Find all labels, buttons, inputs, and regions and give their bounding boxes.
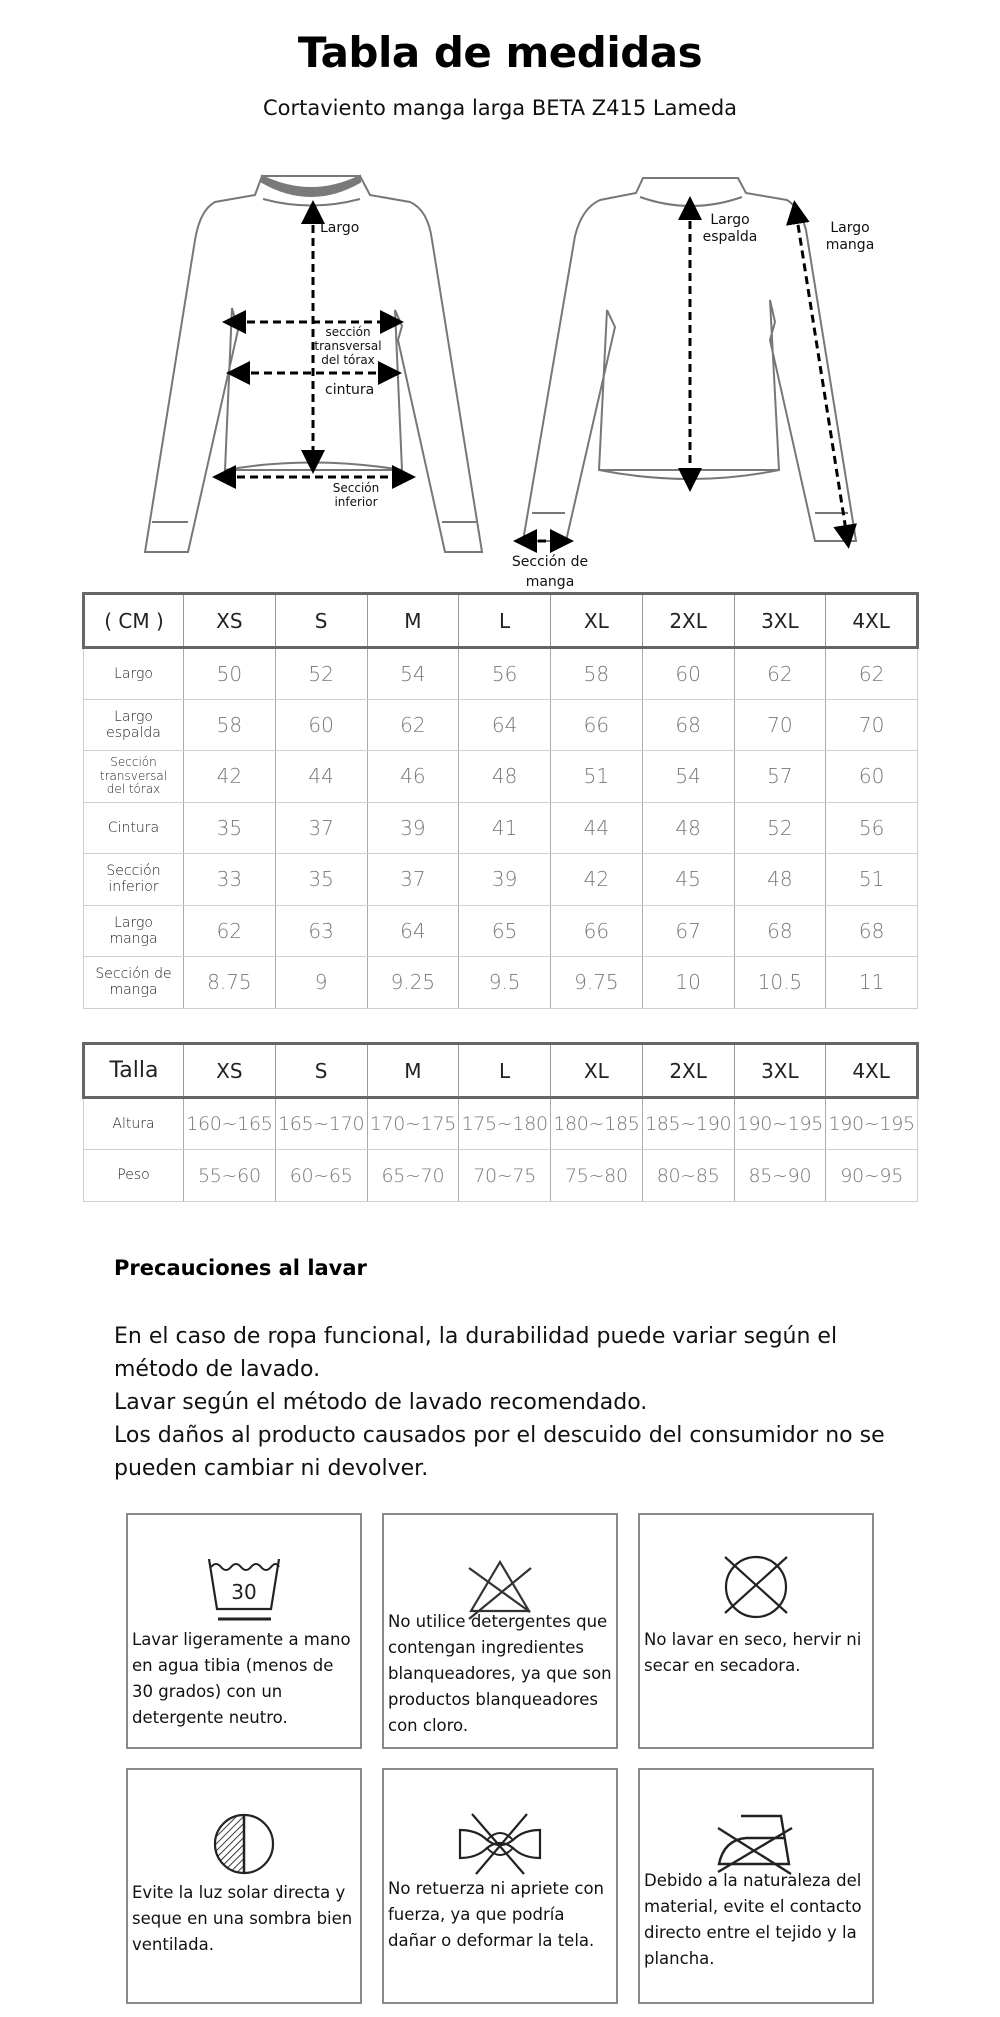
label-line: inferior xyxy=(334,494,378,509)
label-largo: Largo xyxy=(320,220,360,236)
size-header: L xyxy=(459,1044,551,1098)
cell-value: 57 xyxy=(734,751,826,803)
size-guide-table xyxy=(82,1042,919,1202)
row-label: Sección inferior xyxy=(84,854,184,906)
size-header: 3XL xyxy=(734,594,826,648)
row-label: Sección transversal del tórax xyxy=(84,751,184,803)
cell-value: 44 xyxy=(551,802,643,854)
row-label: Altura xyxy=(84,1098,184,1150)
care-card-text: Lavar ligeramente a mano en agua tibia (menos de 30 grados) con un detergente neutro. xyxy=(132,1630,351,1727)
cell-value: 51 xyxy=(826,854,918,906)
cell-value: 62 xyxy=(184,905,276,957)
table-header-row xyxy=(84,594,918,648)
label-line: transversal xyxy=(314,338,382,353)
cell-value: 39 xyxy=(367,802,459,854)
row-label: Largo manga xyxy=(84,905,184,957)
row-label: Largo espalda xyxy=(84,699,184,751)
care-card-text: Evite la luz solar directa y seque en una sombra bien ventilada. xyxy=(132,1883,353,1954)
table-row xyxy=(84,751,918,803)
cell-value: 9.25 xyxy=(367,957,459,1009)
size-header: 4XL xyxy=(826,1044,918,1098)
cell-value: 42 xyxy=(184,751,276,803)
cell-value: 190~195 xyxy=(734,1098,826,1150)
size-header: M xyxy=(367,1044,459,1098)
cell-value: 48 xyxy=(642,802,734,854)
label-seccion-inferior xyxy=(324,482,388,510)
cell-value: 63 xyxy=(275,905,367,957)
size-header: M xyxy=(367,594,459,648)
label-seccion-manga xyxy=(505,552,595,593)
size-header: XL xyxy=(551,1044,643,1098)
cell-value: 9 xyxy=(275,957,367,1009)
care-paragraph: Los daños al producto causados por el descuido del consumidor no se pueden cambiar ni devolver. xyxy=(114,1423,885,1481)
cell-value: 10 xyxy=(642,957,734,1009)
cell-value: 170~175 xyxy=(367,1098,459,1150)
cell-value: 65~70 xyxy=(367,1150,459,1202)
care-paragraph: Lavar según el método de lavado recomendado. xyxy=(114,1390,648,1415)
cell-value: 56 xyxy=(459,648,551,700)
cell-value: 66 xyxy=(551,905,643,957)
size-header: 2XL xyxy=(642,1044,734,1098)
back-measure-lines xyxy=(525,208,847,541)
cell-value: 90~95 xyxy=(826,1150,918,1202)
table-row xyxy=(84,699,918,751)
label-cintura: cintura xyxy=(325,382,375,398)
cell-value: 54 xyxy=(367,648,459,700)
cell-value: 35 xyxy=(275,854,367,906)
care-card-no-dry-clean xyxy=(638,1513,874,1749)
label-line: Largo xyxy=(710,212,750,228)
care-instructions-text xyxy=(114,1320,894,1485)
label-line: manga xyxy=(525,574,575,591)
cell-value: 41 xyxy=(459,802,551,854)
size-header: S xyxy=(275,1044,367,1098)
label-line: Sección de xyxy=(511,554,589,570)
table-row xyxy=(84,854,918,906)
cell-value: 54 xyxy=(642,751,734,803)
measurements-table xyxy=(82,592,919,1009)
dry-in-shade-icon xyxy=(128,1812,360,1884)
cell-value: 160~165 xyxy=(184,1098,276,1150)
cell-value: 58 xyxy=(551,648,643,700)
cell-value: 44 xyxy=(275,751,367,803)
cell-value: 48 xyxy=(459,751,551,803)
row-label: Sección de manga xyxy=(84,957,184,1009)
size-header: L xyxy=(459,594,551,648)
cell-value: 65 xyxy=(459,905,551,957)
care-card-no-bleach xyxy=(382,1513,618,1749)
size-header: XS xyxy=(184,594,276,648)
cell-value: 62 xyxy=(826,648,918,700)
care-card-no-iron xyxy=(638,1768,874,2004)
cell-value: 75~80 xyxy=(551,1150,643,1202)
care-card-text: No lavar en seco, hervir ni secar en secadora. xyxy=(644,1630,862,1675)
size-header: S xyxy=(275,594,367,648)
talla-header: Talla xyxy=(84,1044,184,1098)
cell-value: 60~65 xyxy=(275,1150,367,1202)
cell-value: 70 xyxy=(826,699,918,751)
cell-value: 52 xyxy=(734,802,826,854)
size-header: XS xyxy=(184,1044,276,1098)
cell-value: 70~75 xyxy=(459,1150,551,1202)
cell-value: 62 xyxy=(734,648,826,700)
page-title: Tabla de medidas xyxy=(297,28,703,77)
size-header: 3XL xyxy=(734,1044,826,1098)
table-row xyxy=(84,802,918,854)
cell-value: 68 xyxy=(642,699,734,751)
table-row xyxy=(84,957,918,1009)
table-row xyxy=(84,648,918,700)
cell-value: 60 xyxy=(826,751,918,803)
label-largo-manga xyxy=(820,220,880,254)
cell-value: 60 xyxy=(275,699,367,751)
cell-value: 9.75 xyxy=(551,957,643,1009)
label-line: Largo xyxy=(830,220,870,236)
care-card-text: No retuerza ni apriete con fuerza, ya que podría dañar o deformar la tela. xyxy=(388,1879,605,1950)
cell-value: 68 xyxy=(734,905,826,957)
label-line: Sección xyxy=(332,481,380,495)
care-card-hand-wash xyxy=(126,1513,362,1749)
table-row xyxy=(84,1098,918,1150)
cell-value: 180~185 xyxy=(551,1098,643,1150)
label-line: manga xyxy=(825,236,875,253)
cell-value: 37 xyxy=(367,854,459,906)
size-header: 4XL xyxy=(826,594,918,648)
cell-value: 46 xyxy=(367,751,459,803)
hand-wash-30-icon xyxy=(128,1555,360,1627)
label-line: sección xyxy=(325,325,371,339)
cell-value: 190~195 xyxy=(826,1098,918,1150)
care-paragraph: En el caso de ropa funcional, la durabilidad puede variar según el método de lavado. xyxy=(114,1324,838,1382)
cell-value: 52 xyxy=(275,648,367,700)
row-label: Peso xyxy=(84,1150,184,1202)
no-dry-clean-icon xyxy=(640,1555,872,1627)
cell-value: 165~170 xyxy=(275,1098,367,1150)
cell-value: 58 xyxy=(184,699,276,751)
table-header-row xyxy=(84,1044,918,1098)
cell-value: 39 xyxy=(459,854,551,906)
garment-diagram xyxy=(0,160,1000,590)
cell-value: 35 xyxy=(184,802,276,854)
cell-value: 85~90 xyxy=(734,1150,826,1202)
cell-value: 51 xyxy=(551,751,643,803)
cell-value: 33 xyxy=(184,854,276,906)
cell-value: 68 xyxy=(826,905,918,957)
size-header: 2XL xyxy=(642,594,734,648)
row-label: Cintura xyxy=(84,802,184,854)
table-row xyxy=(84,1150,918,1202)
cell-value: 37 xyxy=(275,802,367,854)
cell-value: 45 xyxy=(642,854,734,906)
care-card-dry-shade xyxy=(126,1768,362,2004)
unit-header: ( CM ) xyxy=(84,594,184,648)
row-label: Largo xyxy=(84,648,184,700)
svg-text:30: 30 xyxy=(231,1580,257,1604)
cell-value: 64 xyxy=(459,699,551,751)
cell-value: 66 xyxy=(551,699,643,751)
cell-value: 80~85 xyxy=(642,1150,734,1202)
cell-value: 175~180 xyxy=(459,1098,551,1150)
cell-value: 50 xyxy=(184,648,276,700)
cell-value: 10.5 xyxy=(734,957,826,1009)
cell-value: 185~190 xyxy=(642,1098,734,1150)
care-section-title: Precauciones al lavar xyxy=(114,1256,367,1280)
care-card-text: No utilice detergentes que contengan ingredientes blanqueadores, ya que son productos blanqueadores con cloro. xyxy=(388,1612,612,1735)
back-view-drawing xyxy=(523,178,856,541)
cell-value: 67 xyxy=(642,905,734,957)
size-header: XL xyxy=(551,594,643,648)
cell-value: 62 xyxy=(367,699,459,751)
table-row xyxy=(84,905,918,957)
cell-value: 55~60 xyxy=(184,1150,276,1202)
cell-value: 64 xyxy=(367,905,459,957)
cell-value: 11 xyxy=(826,957,918,1009)
cell-value: 60 xyxy=(642,648,734,700)
no-wring-icon xyxy=(384,1812,616,1884)
cell-value: 48 xyxy=(734,854,826,906)
label-seccion-torax xyxy=(310,326,386,367)
care-card-no-wring xyxy=(382,1768,618,2004)
label-line: espalda xyxy=(702,228,758,245)
cell-value: 42 xyxy=(551,854,643,906)
cell-value: 8.75 xyxy=(184,957,276,1009)
product-name: Cortaviento manga larga BETA Z415 Lameda xyxy=(262,96,738,120)
care-card-text: Debido a la naturaleza del material, evite el contacto directo entre el tejido y la plancha. xyxy=(644,1871,862,1968)
label-largo-espalda xyxy=(696,212,764,246)
cell-value: 70 xyxy=(734,699,826,751)
label-line: del tórax xyxy=(321,352,375,367)
cell-value: 9.5 xyxy=(459,957,551,1009)
cell-value: 56 xyxy=(826,802,918,854)
